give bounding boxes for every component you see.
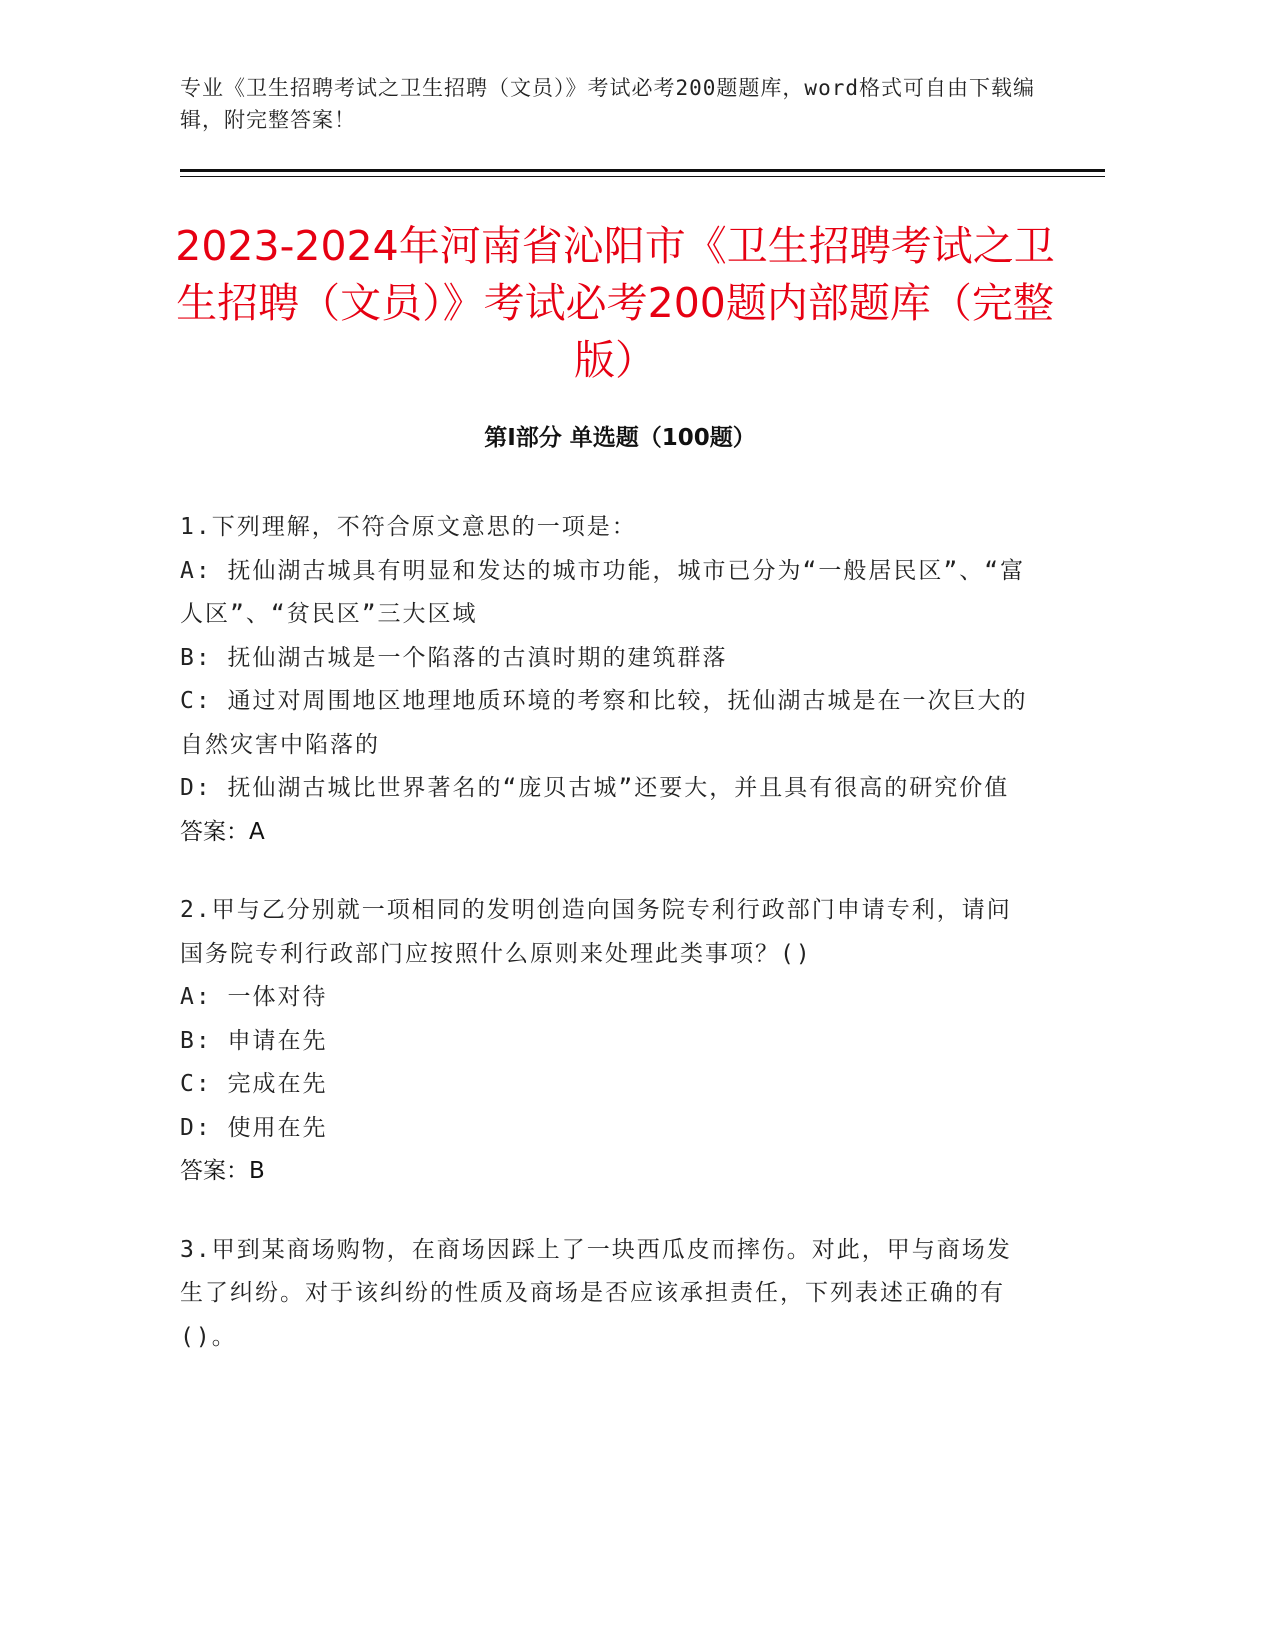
question-1: [180, 506, 1030, 854]
answer: 答案：B: [180, 1158, 265, 1184]
option-c: C: 完成在先: [180, 1071, 328, 1097]
option-c: C: 通过对周围地区地理地质环境的考察和比较，抚仙湖古城是在一次巨大的自然灾害中陷落的: [180, 688, 1028, 758]
option-d: D: 使用在先: [180, 1114, 328, 1141]
question-stem: 2.甲与乙分别就一项相同的发明创造向国务院专利行政部门申请专利，请问国务院专利行政部门应按照什么原则来处理此类事项？(): [180, 897, 1012, 967]
question-2: [180, 889, 1030, 1194]
question-list: [180, 506, 1030, 1394]
header-divider-thin: [180, 176, 1105, 177]
option-d: D: 抚仙湖古城比世界著名的“庞贝古城”还要大，并且具有很高的研究价值: [180, 775, 1010, 801]
answer: 答案：A: [180, 818, 265, 845]
document-title: 2023-2024年河南省沁阳市《卫生招聘考试之卫生招聘（文员）》考试必考200题内部题库（完整版）: [175, 222, 1055, 384]
question-stem: 3.甲到某商场购物，在商场因踩上了一块西瓜皮而摔伤。对此，甲与商场发生了纠纷。对于该纠纷的性质及商场是否应该承担责任，下列表述正确的有()。: [180, 1236, 1012, 1350]
option-b: B: 申请在先: [180, 1027, 328, 1054]
option-a: A: 抚仙湖古城具有明显和发达的城市功能，城市已分为“一般居民区”、“富人区”、“贫民区”三大区域: [180, 557, 1026, 627]
option-b: B: 抚仙湖古城是一个陷落的古滇时期的建筑群落: [180, 644, 728, 671]
question-3: [180, 1229, 1030, 1360]
section-title: 第Ⅰ部分 单选题（100题）: [484, 425, 756, 451]
question-stem: 1.下列理解，不符合原文意思的一项是：: [180, 514, 637, 540]
option-a: A: 一体对待: [180, 984, 328, 1010]
header-divider-thick: [180, 169, 1105, 172]
header-note: 专业《卫生招聘考试之卫生招聘（文员）》考试必考200题题库，word格式可自由下载编辑，附完整答案！: [180, 76, 1035, 132]
